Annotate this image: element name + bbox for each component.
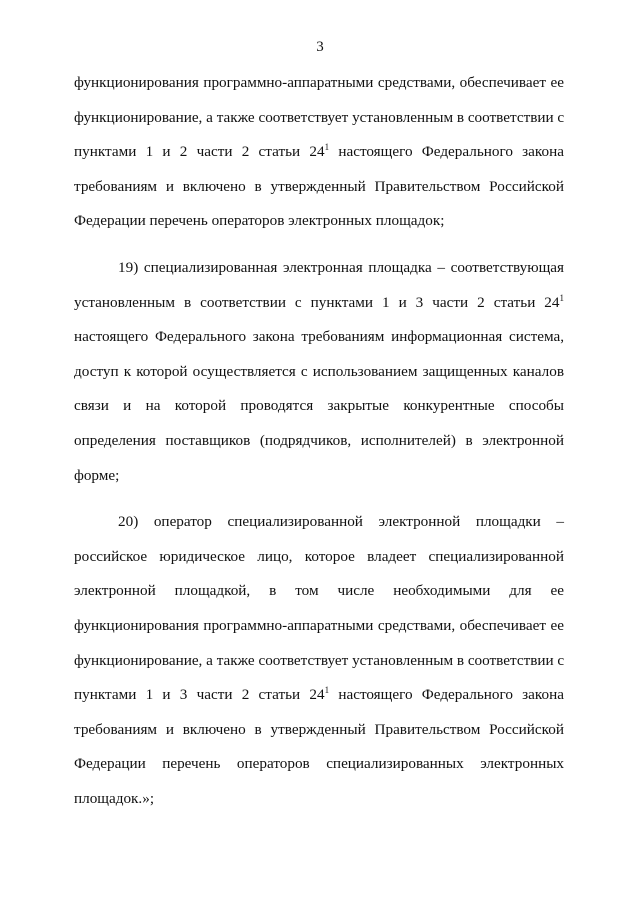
paragraph-item-19 (74, 251, 564, 493)
text-line: Федерации перечень операторов электронных площадок; (74, 212, 445, 230)
text-line: определения поставщиков (подрядчиков, исполнителей) в электронной (74, 431, 564, 449)
text-line: пунктами 1 и 2 части 2 статьи $24^1$ настоящего Федерального закона (74, 142, 564, 161)
paragraph-item-20 (74, 505, 564, 816)
text-line: настоящего Федерального закона требованиям информационная система, (74, 328, 564, 346)
text-line: функционирования программно-аппаратными средствами, обеспечивает ее (74, 74, 564, 91)
text-line: Федерации перечень операторов специализированных электронных (74, 755, 564, 773)
text-line: 20) оператор специализированной электронной площадки – (118, 513, 564, 531)
text-line: связи и на которой проводятся закрытые конкурентные способы (74, 397, 564, 415)
text-line: функционирование, а также соответствует установленным в соответствии с (74, 108, 565, 126)
text-line: российское юридическое лицо, которое владеет специализированной (74, 547, 564, 565)
text-line: функционирование, а также соответствует установленным в соответствии с (74, 651, 565, 669)
document-body (74, 66, 564, 816)
text-line: площадок.»; (74, 789, 155, 807)
text-line: 19) специализированная электронная площадка – соответствующая (118, 258, 564, 276)
page-number: 3 (316, 39, 324, 55)
text-line: пунктами 1 и 3 части 2 статьи $24^1$ настоящего Федерального закона (74, 685, 564, 704)
text-line: требованиям и включено в утвержденный Правительством Российской (74, 720, 564, 738)
text-line: функционирования программно-аппаратными средствами, обеспечивает ее (74, 616, 564, 634)
superscript: 1 (324, 685, 330, 696)
text-line: электронной площадкой, в том числе необходимыми для ее (74, 582, 564, 600)
superscript: 1 (559, 292, 564, 303)
paragraph-continuation (74, 66, 564, 239)
text-line: установленным в соответствии с пунктами 1 и 3 части 2 статьи $24^1$ (74, 292, 564, 311)
text-line: доступ к которой осуществляется с использованием защищенных каналов (74, 362, 564, 380)
superscript: 1 (324, 142, 330, 153)
text-line: форме; (74, 466, 120, 484)
text-line: требованиям и включено в утвержденный Правительством Российской (74, 177, 564, 195)
